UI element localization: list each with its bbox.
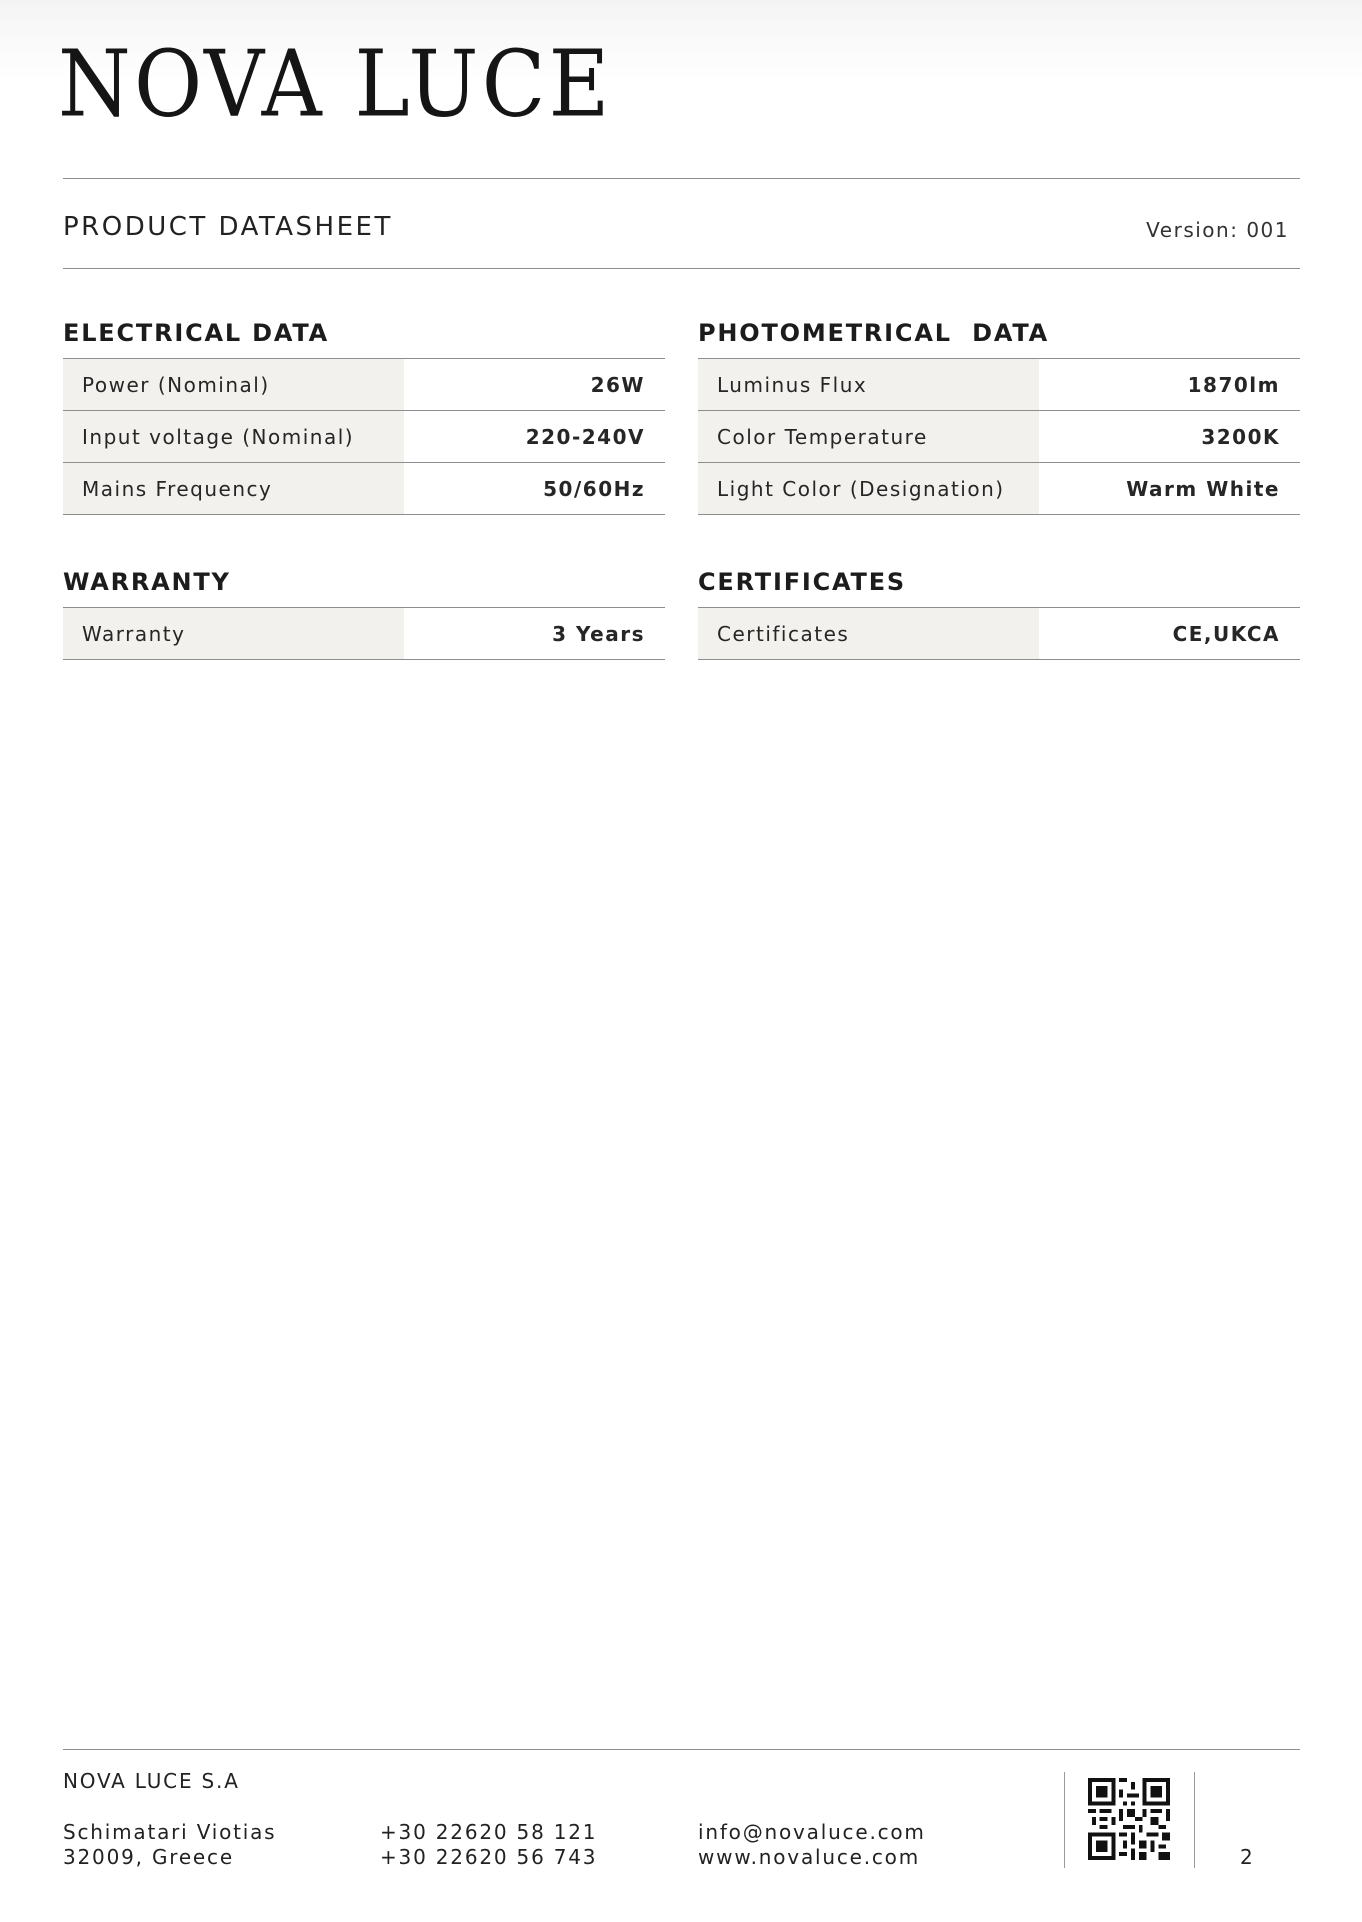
spec-label: Luminus Flux xyxy=(698,359,1039,410)
qr-code-icon[interactable] xyxy=(1088,1778,1170,1860)
footer-website-link[interactable]: www.novaluce.com xyxy=(698,1845,921,1869)
header-top-divider xyxy=(63,178,1300,179)
table-row xyxy=(698,411,1300,463)
spec-label: Warranty xyxy=(63,608,404,659)
footer-separator-left xyxy=(1064,1772,1065,1868)
footer-phone-2: +30 22620 56 743 xyxy=(380,1845,598,1869)
photometrical-data-section xyxy=(698,318,1300,515)
electrical-data-table xyxy=(63,358,665,515)
brand-logo: NOVA LUCE xyxy=(58,30,613,138)
footer-phone-1: +30 22620 58 121 xyxy=(380,1820,598,1844)
spec-value: 3 Years xyxy=(552,621,645,646)
spec-label: Color Temperature xyxy=(698,411,1039,462)
footer-divider xyxy=(63,1749,1300,1750)
header-bottom-divider xyxy=(63,268,1300,269)
certificates-section xyxy=(698,567,1300,660)
spec-label: Light Color (Designation) xyxy=(698,463,1039,514)
section-title: ELECTRICAL DATA xyxy=(63,319,330,347)
page-number: 2 xyxy=(1240,1845,1255,1869)
spec-value: 220-240V xyxy=(525,424,645,449)
table-row xyxy=(698,359,1300,411)
spec-label: Mains Frequency xyxy=(63,463,404,514)
footer-separator-right xyxy=(1194,1772,1195,1868)
warranty-table xyxy=(63,607,665,660)
spec-label: Power (Nominal) xyxy=(63,359,404,410)
certificates-table xyxy=(698,607,1300,660)
warranty-section xyxy=(63,567,665,660)
footer-company-name: NOVA LUCE S.A xyxy=(63,1769,240,1793)
table-row xyxy=(698,463,1300,515)
section-title: PHOTOMETRICAL DATA xyxy=(698,319,1050,347)
photometrical-data-table xyxy=(698,358,1300,515)
table-row xyxy=(63,411,665,463)
footer-address-line1: Schimatari Viotias xyxy=(63,1820,277,1844)
document-version: Version: 001 xyxy=(1146,218,1289,242)
document-title: PRODUCT DATASHEET xyxy=(63,212,393,242)
spec-value: Warm White xyxy=(1126,476,1280,501)
spec-value: 26W xyxy=(590,372,645,397)
footer-address-line2: 32009, Greece xyxy=(63,1845,234,1869)
table-row xyxy=(63,608,665,660)
table-row xyxy=(63,463,665,515)
spec-value: 1870lm xyxy=(1187,372,1280,397)
table-row xyxy=(63,359,665,411)
table-row xyxy=(698,608,1300,660)
spec-label: Certificates xyxy=(698,608,1039,659)
footer-email-link[interactable]: info@novaluce.com xyxy=(698,1820,926,1844)
spec-value: CE,UKCA xyxy=(1172,621,1280,646)
spec-value: 3200K xyxy=(1201,424,1280,449)
section-title: CERTIFICATES xyxy=(698,568,907,596)
electrical-data-section xyxy=(63,318,665,515)
spec-value: 50/60Hz xyxy=(543,476,645,501)
section-title: WARRANTY xyxy=(63,568,231,596)
spec-label: Input voltage (Nominal) xyxy=(63,411,404,462)
